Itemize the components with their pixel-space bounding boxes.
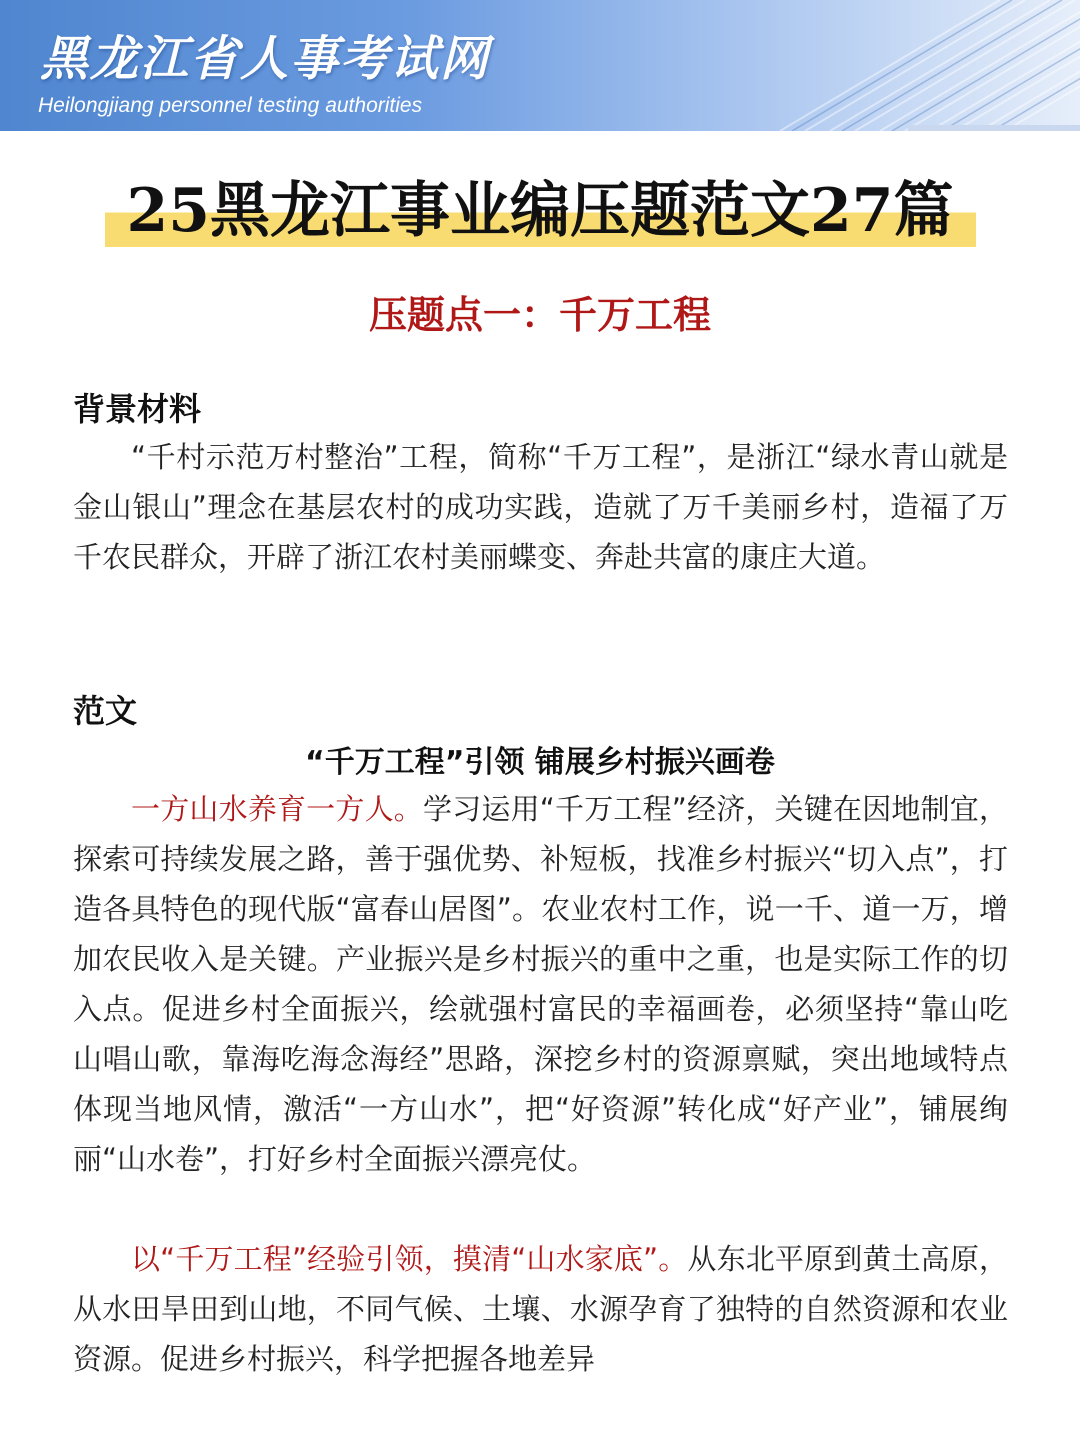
site-name-english: Heilongjiang personnel testing authorities xyxy=(38,94,423,117)
essay-title: “千万工程”引领 铺展乡村振兴画卷 xyxy=(305,745,775,780)
paragraph-2-body: 从东北平原到黄土高原，从水田旱田到山地，不同气候、土壤、水源孕育了独特的自然资源和农业资源。促进乡村振兴，科学把握各地差异 xyxy=(73,1242,1008,1376)
page-title: 25黑龙江事业编压题范文27篇 xyxy=(105,170,976,252)
banner-corner-strip xyxy=(908,125,1080,131)
site-name: 黑龙江省人事考试网 xyxy=(40,31,491,87)
topic-subtitle: 压题点一：千万工程 xyxy=(368,293,711,337)
background-label: 背景材料 xyxy=(73,390,202,428)
main-title-container xyxy=(0,170,1080,252)
essay-paragraph-1 xyxy=(73,784,1008,1184)
paragraph-1-lead: 一方山水养育一方人。 xyxy=(131,792,423,826)
essay-paragraph-2 xyxy=(73,1234,1008,1384)
site-banner xyxy=(0,0,1080,131)
paragraph-2-lead: 以“千万工程”经验引领，摸清“山水家底”。 xyxy=(131,1242,688,1276)
paragraph-1-body: 学习运用“千万工程”经济，关键在因地制宜，探索可持续发展之路，善于强优势、补短板，找准乡村振兴“切入点”，打造各具特色的现代版“富春山居图”。农业农村工作，说一千、道一万，增加农民收入是关键。产业振兴是乡村振兴的重中之重，也是实际工作的切入点。促进乡村全面振兴，绘就强村富民的幸福画卷，必须坚持“靠山吃山唱山歌，靠海吃海念海经”思路，深挖乡村的资源禀赋，突出地域特点体现当地风情，激活“一方山水”，把“好资源”转化成“好产业”，铺展绚丽“山水卷”，打好乡村全面振兴漂亮仗。 xyxy=(73,792,1008,1176)
background-paragraph: “千村示范万村整治”工程，简称“千万工程”，是浙江“绿水青山就是金山银山”理念在基层农村的成功实践，造就了万千美丽乡村，造福了万千农民群众，开辟了浙江农村美丽蝶变、奔赴共富的康庄大道。 xyxy=(73,440,1008,574)
essay-label: 范文 xyxy=(73,692,138,730)
